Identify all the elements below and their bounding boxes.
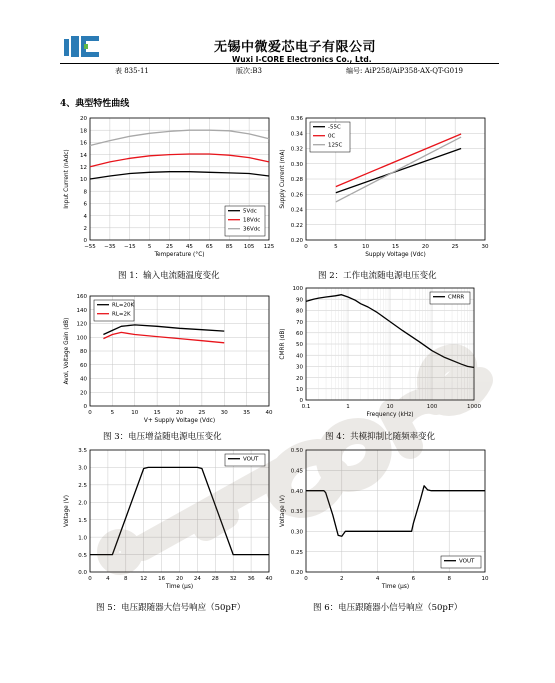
y-tick-label: 1.0	[78, 535, 87, 542]
y-tick-label: 2	[83, 226, 87, 232]
y-tick-label: 100	[76, 335, 87, 342]
y-tick-label: 0.0	[78, 570, 87, 577]
y-tick-label: 0.26	[290, 192, 303, 199]
y-tick-label: 0.35	[290, 509, 303, 516]
series-line-125c	[336, 137, 461, 202]
x-tick-label: 2	[340, 576, 344, 582]
x-tick-label: 32	[229, 576, 237, 582]
x-tick-label: 36	[247, 576, 255, 582]
y-tick-label: 14	[80, 152, 87, 159]
company-name-en: Wuxi I-CORE Electronics Co., Ltd.	[232, 55, 372, 64]
x-tick-label: 35	[243, 410, 251, 416]
series-line-5vdc	[90, 172, 269, 179]
x-tick-label: 0	[88, 576, 92, 582]
x-tick-label: 10	[481, 576, 489, 582]
section-title: 4、典型特性曲线	[60, 99, 130, 109]
y-tick-label: 160	[76, 294, 87, 301]
legend-label: CMRR	[448, 294, 465, 301]
x-tick-label: 8	[124, 576, 128, 582]
x-tick-label: 30	[481, 244, 489, 250]
caption-figure-2: 图 2：工作电流随电源电压变化	[318, 271, 437, 281]
x-tick-label: 40	[265, 576, 273, 582]
y-tick-label: 0	[83, 404, 87, 411]
y-tick-label: 0	[83, 238, 87, 245]
series-line-18vdc	[90, 154, 269, 167]
legend-label: 0C	[328, 133, 336, 140]
y-tick-label: 70	[296, 319, 303, 326]
y-tick-label: 60	[80, 362, 87, 369]
x-tick-label: 25	[198, 410, 206, 416]
x-tick-label: 25	[451, 244, 459, 250]
x-tick-label: 0	[304, 244, 308, 250]
caption-figure-3: 图 3：电压增益随电源电压变化	[103, 432, 222, 442]
x-tick-label: 5	[110, 410, 115, 416]
y-tick-label: 100	[292, 286, 303, 293]
x-tick-label: 28	[211, 576, 219, 582]
x-tick-label: 1000	[467, 404, 481, 410]
series-line-rl-2k	[103, 332, 224, 342]
version-label: 版次:B3	[236, 67, 262, 75]
x-tick-label: 20	[421, 244, 429, 250]
y-tick-label: 1.5	[78, 517, 87, 524]
x-tick-label: 16	[158, 576, 166, 582]
x-tick-label: 24	[193, 576, 201, 582]
x-axis-label: Temperature (°C)	[154, 252, 205, 258]
y-tick-label: 0.32	[290, 146, 303, 153]
x-tick-label: 125	[263, 244, 275, 250]
legend-label: -55C	[328, 124, 341, 131]
y-axis-label: Voltage (V)	[64, 494, 70, 528]
y-tick-label: 0.30	[290, 529, 303, 536]
y-tick-label: 40	[296, 353, 303, 360]
x-axis-label: V+ Supply Voltage (Vdc)	[143, 418, 216, 424]
x-tick-label: −35	[104, 244, 116, 250]
y-tick-label: 80	[80, 349, 87, 356]
x-tick-label: 15	[153, 410, 161, 416]
y-axis-label: Input Current (nAdc)	[64, 149, 70, 209]
x-axis-label: Supply Voltage (Vdc)	[365, 252, 426, 258]
legend-label: VOUT	[243, 456, 259, 463]
x-tick-label: 25	[166, 244, 174, 250]
y-tick-label: 0.30	[290, 161, 303, 168]
x-tick-label: 45	[185, 244, 193, 250]
y-tick-label: 20	[80, 116, 87, 123]
y-tick-label: 30	[296, 364, 303, 371]
y-tick-label: 10	[80, 177, 87, 184]
x-tick-label: 15	[392, 244, 399, 250]
y-tick-label: 16	[80, 140, 87, 147]
x-tick-label: 5	[147, 244, 152, 250]
legend-label: VOUT	[459, 558, 475, 565]
chart-small-signal-response	[276, 444, 491, 593]
x-tick-label: 30	[220, 410, 228, 416]
y-tick-label: 0.40	[290, 488, 303, 495]
y-tick-label: 0.20	[290, 570, 303, 577]
y-tick-label: 8	[83, 189, 87, 196]
series-line--55c	[336, 149, 461, 193]
x-tick-label: 100	[426, 404, 438, 410]
x-tick-label: 6	[411, 576, 416, 582]
legend-label: RL=20K	[112, 302, 135, 309]
y-tick-label: 3.0	[78, 465, 87, 472]
document-number: 编号: AiP258/AiP358-AX-QT-G019	[346, 67, 464, 75]
series-line-36vdc	[90, 130, 269, 145]
y-tick-label: 20	[296, 375, 303, 382]
x-axis-label: Frequency (kHz)	[366, 412, 414, 418]
y-tick-label: 10	[296, 387, 303, 393]
x-tick-label: 20	[176, 410, 183, 416]
header-rule	[60, 63, 499, 64]
y-tick-label: 0.24	[290, 207, 303, 214]
x-tick-label: 1	[346, 404, 350, 410]
y-axis-label: Supply Current (mA)	[280, 149, 286, 209]
legend-label: 36Vdc	[243, 226, 261, 233]
legend-label: 125C	[328, 142, 343, 149]
y-tick-label: 20	[80, 390, 87, 397]
y-tick-label: 0.45	[290, 468, 303, 475]
y-tick-label: 12	[80, 165, 87, 171]
x-tick-label: 5	[334, 244, 338, 250]
x-tick-label: 105	[243, 244, 255, 250]
x-tick-label: 10	[386, 404, 394, 410]
y-tick-label: 0.20	[290, 238, 303, 245]
y-tick-label: 0.36	[290, 116, 303, 123]
y-axis-label: CMRR (dB)	[280, 328, 286, 360]
form-number: 表 835-11	[115, 67, 149, 75]
y-tick-label: 4	[83, 213, 87, 220]
y-tick-label: 40	[80, 376, 87, 383]
y-tick-label: 3.5	[78, 448, 87, 455]
caption-figure-6: 图 6：电压跟随器小信号响应（50pF）	[313, 603, 463, 613]
y-axis-label: Voltage (V)	[280, 494, 286, 528]
y-tick-label: 2.5	[78, 483, 87, 490]
x-tick-label: 0.1	[301, 404, 311, 410]
x-tick-label: 65	[205, 244, 213, 250]
y-tick-label: 0.28	[290, 177, 303, 184]
y-tick-label: 140	[76, 307, 87, 314]
x-tick-label: 8	[447, 576, 451, 582]
y-tick-label: 0.22	[290, 222, 303, 229]
y-tick-label: 18	[80, 128, 87, 135]
y-tick-label: 50	[296, 342, 303, 349]
y-tick-label: 0.50	[290, 448, 303, 455]
legend-label: 5Vdc	[243, 208, 257, 215]
x-tick-label: 10	[362, 244, 370, 250]
chart-cmrr-vs-frequency	[276, 282, 491, 423]
x-tick-label: 4	[375, 576, 380, 582]
y-tick-label: 0	[299, 398, 303, 405]
x-tick-label: −55	[84, 244, 96, 250]
caption-figure-5: 图 5：电压跟随器大信号响应（50pF）	[96, 603, 246, 613]
legend-label: 18Vdc	[243, 217, 261, 224]
x-axis-label: Time (μs)	[165, 584, 194, 590]
y-tick-label: 90	[296, 297, 303, 304]
x-tick-label: 12	[140, 576, 148, 582]
y-tick-label: 0.5	[78, 552, 87, 559]
chart-voltage-gain-vs-supply	[60, 288, 275, 423]
y-tick-label: 60	[296, 331, 303, 337]
y-tick-label: 0.34	[290, 131, 303, 138]
y-tick-label: 0.25	[290, 549, 303, 556]
y-axis-label: Avol, Voltage Gain (dB)	[64, 317, 70, 385]
x-axis-label: Time (μs)	[381, 584, 410, 590]
x-tick-label: 0	[88, 410, 92, 416]
x-tick-label: 85	[225, 244, 233, 250]
y-tick-label: 2.0	[78, 500, 87, 507]
caption-figure-4: 图 4：共模抑制比随频率变化	[325, 432, 436, 442]
x-tick-label: 4	[106, 576, 110, 582]
chart-large-signal-response	[60, 444, 275, 593]
x-tick-label: 10	[131, 410, 139, 416]
y-tick-label: 6	[83, 201, 87, 208]
y-tick-label: 80	[296, 308, 303, 315]
company-name-cn: 无锡中微爱芯电子有限公司	[214, 40, 377, 55]
y-tick-label: 120	[76, 321, 87, 328]
x-tick-label: 0	[304, 576, 308, 582]
i-core-logo	[64, 34, 100, 58]
chart-input-current-vs-temperature	[60, 112, 275, 264]
legend-label: RL=2K	[112, 311, 131, 318]
x-tick-label: 40	[265, 410, 273, 416]
x-tick-label: −15	[123, 244, 136, 250]
series-line-0c	[336, 134, 461, 187]
chart-supply-current-vs-voltage	[276, 112, 491, 264]
caption-figure-1: 图 1：输入电流随温度变化	[118, 271, 220, 281]
x-tick-label: 20	[176, 576, 183, 582]
